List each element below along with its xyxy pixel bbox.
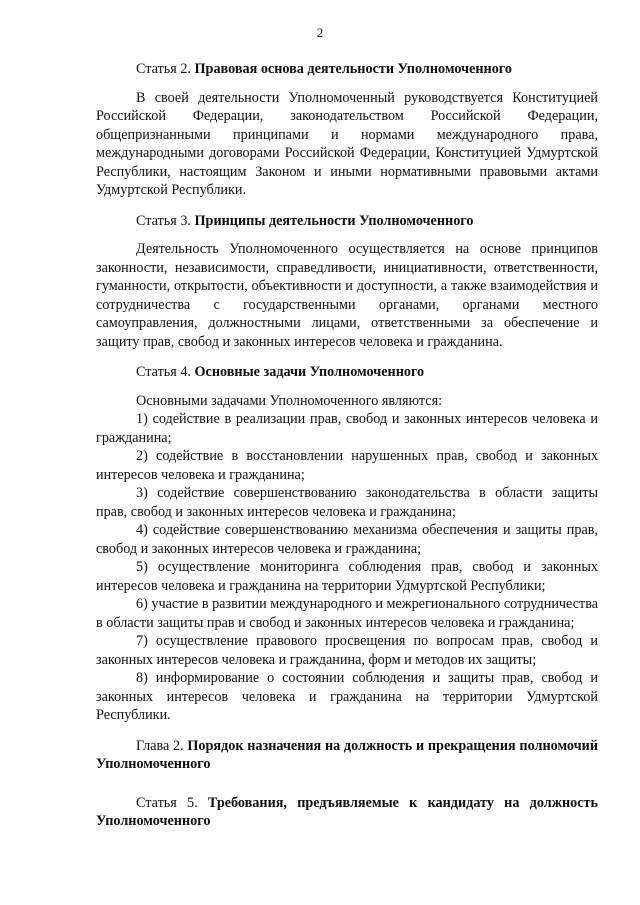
article-2-heading (96, 60, 598, 79)
document-content (96, 60, 598, 831)
article-4-item: 3) содействие совершенствованию законодательства в области защиты прав, свобод и законных интересов человека и гражданина; (96, 485, 598, 520)
article-4-title: Основные задачи Уполномоченного (194, 364, 425, 380)
chapter-2-prefix: Глава 2. (136, 737, 184, 754)
article-5-heading (96, 794, 598, 831)
article-4-item: 7) осуществление правового просвещения по вопросам прав, свобод и законных интересов человека и гражданина, форм и методов их защиты; (96, 633, 598, 668)
article-4-heading (96, 363, 598, 382)
article-4-item: 4) содействие совершенствованию механизма обеспечения и защиты прав, свобод и законных интересов человека и гражданина; (96, 522, 598, 557)
article-3-heading (96, 212, 598, 231)
article-4-item: 1) содействие в реализации прав, свобод и законных интересов человека и гражданина; (96, 411, 598, 446)
article-4-intro: Основными задачами Уполномоченного являются: (136, 392, 443, 409)
article-5-title: Требования, предъявляемые к кандидату на должность Уполномоченного (96, 794, 599, 829)
article-2-text: В своей деятельности Уполномоченный руководствуется Конституцией Российской Федерации, законодательством Российской Федерации, общепризнанными принципами и нормами международного права, международными договорами Российской Федерации, Конституцией Удмуртской Республики, настоящим Законом и иными нормативными правовыми актами Удмуртской Республики. (96, 89, 598, 198)
article-5-prefix: Статья 5. (136, 794, 198, 811)
article-4-item: 8) информирование о состоянии соблюдения и защиты прав, свобод и законных интересов человека и гражданина на территории Удмуртской Республики. (96, 670, 598, 723)
article-2-title: Правовая основа деятельности Уполномоченного (194, 61, 512, 77)
page-number: 2 (316, 25, 324, 40)
chapter-2-title: Порядок назначения на должность и прекращения полномочий Уполномоченного (96, 737, 598, 772)
article-3-prefix: Статья 3. (136, 212, 191, 229)
article-3-title: Принципы деятельности Уполномоченного (194, 212, 474, 229)
article-4-item: 6) участие в развитии международного и межрегионального сотрудничества в области защиты прав и свобод и законных интересов человека и гражданина; (96, 596, 599, 631)
article-4-item: 2) содействие в восстановлении нарушенных прав, свобод и законных интересов человека и гражданина; (96, 448, 598, 483)
article-4-item: 5) осуществление мониторинга соблюдения прав, свобод и законных интересов человека и гражданина на территории Удмуртской Республики; (96, 559, 598, 594)
article-4-prefix: Статья 4. (136, 364, 191, 380)
chapter-2-heading (96, 737, 598, 774)
article-3-text: Деятельность Уполномоченного осуществляется на основе принципов законности, независимости, справедливости, инициативности, ответственности, гуманности, открытости, объективности и доступности, а также взаимодействия и сотрудничества с государственными органами, органами местного самоуправления, должностными лицами, ответственными за обеспечение и защиту прав, свобод и законных интересов человека и гражданина. (96, 241, 598, 350)
article-2-prefix: Статья 2. (136, 61, 191, 77)
